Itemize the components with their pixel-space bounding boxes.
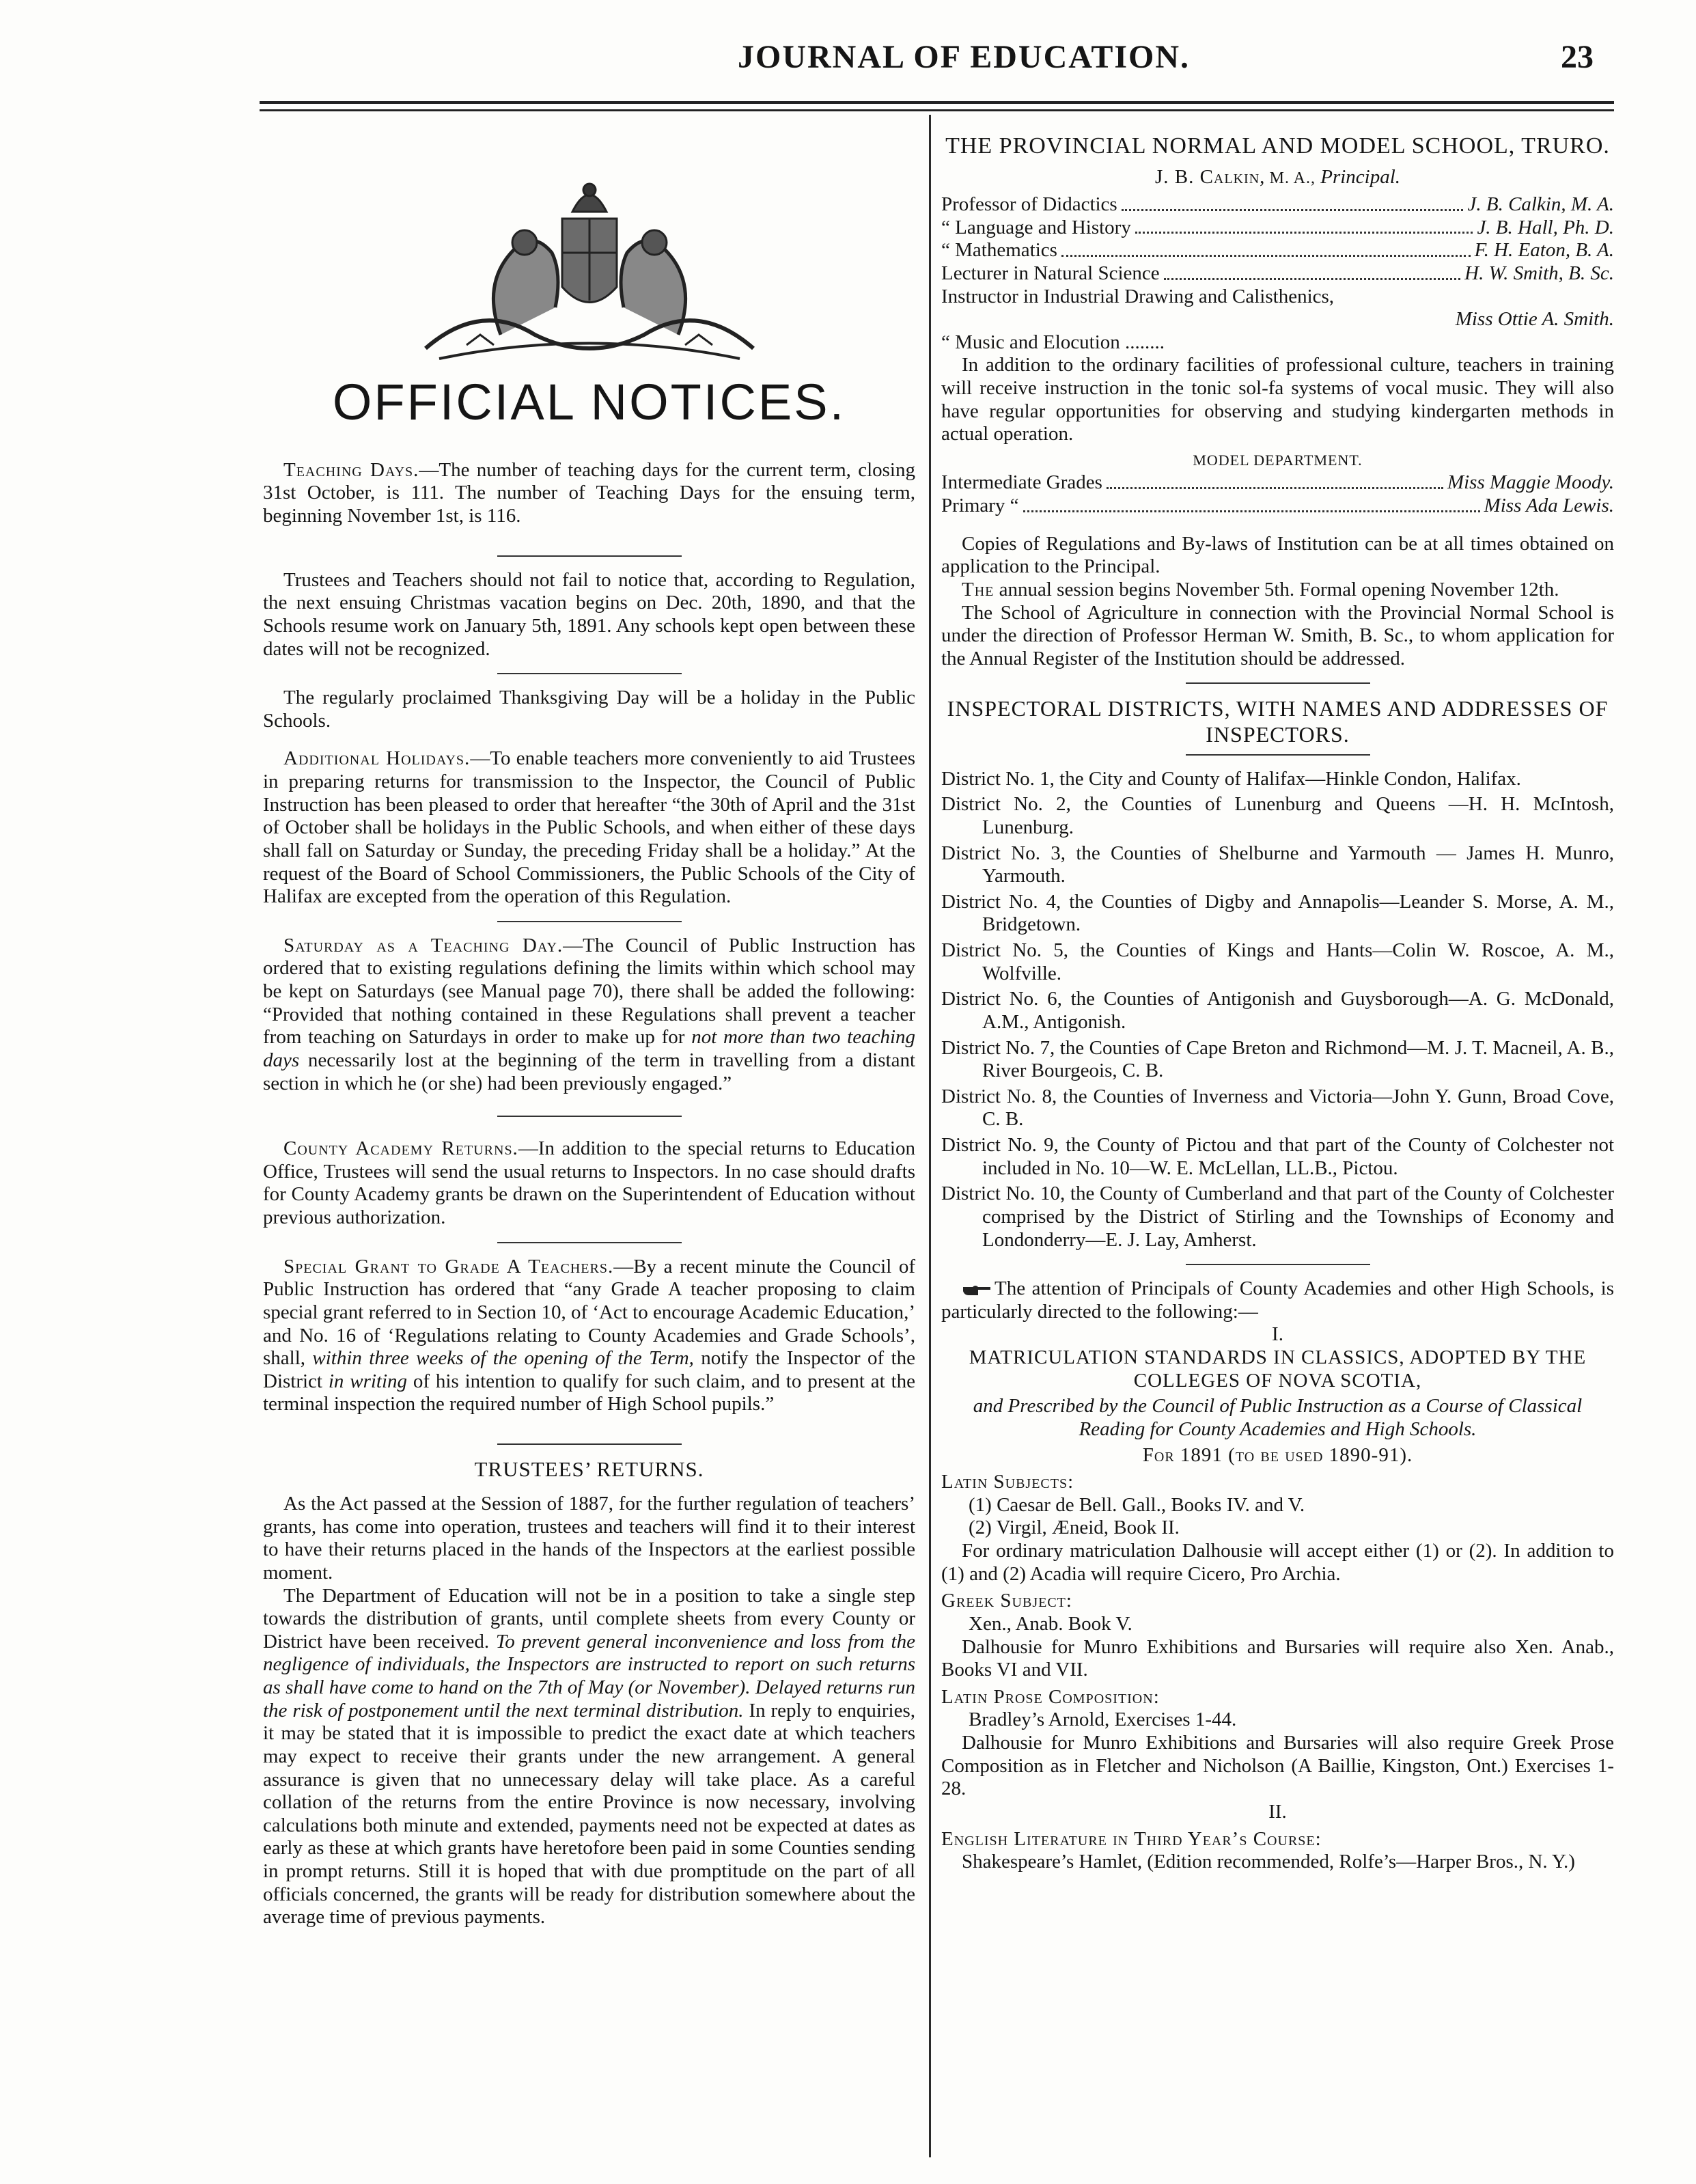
drawing-instructor-role: Instructor in Industrial Drawing and Calisthenics,	[941, 285, 1335, 307]
district-entry: District No. 6, the Counties of Antigonish and Guysborough—A. G. McDonald, A.M., Antigonish.	[941, 988, 1614, 1033]
latin-subjects-label: Latin Subjects:	[941, 1471, 1074, 1493]
separator-rule	[497, 1443, 682, 1445]
separator-rule	[497, 1116, 682, 1117]
district-entry: District No. 10, the County of Cumberland and that part of the County of Colchester comprised by the District of Stirling and the Townships of Economy and Londonderry—E. J. Lay, Amherst.	[941, 1183, 1614, 1251]
district-entry: District No. 7, the Counties of Cape Breton and Richmond—M. J. T. Macneil, A. B., River Bourgeois, C. B.	[941, 1036, 1614, 1082]
county-academy-returns-notice: County Academy Returns.—In addition to the special returns to Education Office, Trustees will send the usual returns to Inspectors. In no case should drafts for County Academy grants be drawn on the Superintendent of Education without previous authorization.	[263, 1137, 915, 1229]
matriculation-heading: MATRICULATION STANDARDS IN CLASSICS, ADOPTED BY THE COLLEGES OF NOVA SCOTIA,	[969, 1346, 1587, 1392]
for-year-line: For 1891 (to be used 1890-91).	[1142, 1443, 1413, 1466]
culture-paragraph: In addition to the ordinary facilities of professional culture, teachers in training will receive instruction in the tonic sol-fa systems of vocal music. They will also have regular opportunities for observing and studying kindergarten methods in actual operation.	[941, 354, 1614, 445]
drawing-instructor-name: Miss Ottie A. Smith.	[1455, 308, 1614, 331]
greek-subject-label: Greek Subject:	[941, 1590, 1072, 1612]
staff-list	[941, 193, 1614, 354]
inspectoral-districts-heading: INSPECTORAL DISTRICTS, WITH NAMES AND ADDRESSES OF INSPECTORS.	[947, 696, 1609, 747]
thanksgiving-notice: The regularly proclaimed Thanksgiving Day will be a holiday in the Public Schools.	[263, 687, 915, 732]
trustees-returns-heading: TRUSTEES’ RETURNS.	[474, 1457, 704, 1482]
greek-note: Dalhousie for Munro Exhibitions and Bursaries will require also Xen. Anab., Books VI and VII.	[941, 1635, 1614, 1681]
session-paragraph: The annual session begins November 5th. Formal opening November 12th.	[962, 578, 1559, 600]
staff-row: Professor of Didactics J. B. Calkin, M. A.	[941, 193, 1614, 216]
latin-item: (1) Caesar de Bell. Gall., Books IV. and V.	[969, 1493, 1305, 1516]
prose-note: Dalhousie for Munro Exhibitions and Bursaries will also require Greek Prose Composition as in Fletcher and Nicholson (A Baillie, Kingston, Ont.) Exercises 1-28.	[941, 1732, 1614, 1800]
english-item: Shakespeare’s Hamlet, (Edition recommended, Rolfe’s—Harper Bros., N. Y.)	[962, 1851, 1575, 1873]
teaching-days-notice: Teaching Days.—The number of teaching days for the current term, closing 31st October, is 111. The number of Teaching Days for the ensuing term, beginning November 1st, is 116.	[263, 458, 915, 527]
separator-rule	[1186, 1264, 1370, 1265]
page-number: 23	[1561, 39, 1594, 75]
music-instructor-role: “ Music and Elocution ........	[941, 331, 1165, 353]
column-divider	[929, 115, 931, 2157]
latin-prose-label: Latin Prose Composition:	[941, 1685, 1160, 1708]
left-column	[263, 130, 915, 1929]
district-entry: District No. 5, the Counties of Kings and Hants—Colin W. Roscoe, A. M., Wolfville.	[941, 939, 1614, 984]
pointing-hand-icon	[962, 1283, 992, 1298]
special-grant-notice: Special Grant to Grade A Teachers.—By a recent minute the Council of Public Instruction has ordered that “any Grade A teacher proposing to claim special grant referred to in Section 10, of ‘Act to encourage Academic Education,’ and No. 16 of ‘Regulations relating to County Academies and Grade Schools’, shall, within three weeks of the opening of the Term, notify the Inspector of the District in writing of his intention to qualify for such claim, and to present at the terminal inspection the required number of High School pupils.”	[263, 1255, 916, 1415]
english-literature-label: English Literature in Third Year’s Course:	[941, 1827, 1322, 1850]
copies-paragraph: Copies of Regulations and By-laws of Institution can be at all times obtained on application to the Principal.	[941, 532, 1614, 578]
separator-rule	[497, 1242, 682, 1243]
header-rule-thick	[260, 101, 1614, 104]
district-entry: District No. 3, the Counties of Shelburne and Yarmouth — James H. Munro, Yarmouth.	[941, 842, 1614, 887]
district-entry: District No. 8, the Counties of Inverness and Victoria—John Y. Gunn, Broad Cove, C. B.	[941, 1085, 1614, 1131]
christmas-vacation-notice: Trustees and Teachers should not fail to notice that, according to Regulation, the next ensuing Christmas vacation begins on Dec. 20th, 1890, and that the Schools resume work on January 5th, 1891. Any schools kept open between these dates will not be recognized.	[263, 568, 915, 660]
district-entry: District No. 2, the Counties of Lunenburg and Queens —H. H. McIntosh, Lunenburg.	[941, 793, 1614, 838]
roman-numeral-two: II.	[1268, 1800, 1287, 1823]
additional-holidays-notice: Additional Holidays.—To enable teachers more conveniently to aid Trustees in preparing returns for transmission to the Inspector, the Council of Public Instruction has been pleased to order that hereafter “the 30th of April and the 31st of October shall be holidays in the Public Schools, and when either of these days shall fall on Saturday or Sunday, the preceding Friday shall be a holiday.” At the request of the Board of School Commissioners, the Public Schools of the City of Halifax are excepted from the operation of this Regulation.	[263, 747, 916, 908]
separator-rule	[1186, 682, 1370, 684]
staff-row: “ Language and History J. B. Hall, Ph. D.	[941, 216, 1614, 238]
district-entry: District No. 1, the City and County of Halifax—Hinkle Condon, Halifax.	[941, 767, 1521, 790]
running-head	[260, 38, 1594, 86]
greek-item: Xen., Anab. Book V.	[969, 1612, 1132, 1635]
prose-item: Bradley’s Arnold, Exercises 1-44.	[969, 1709, 1237, 1731]
official-notices-title: OFFICIAL NOTICES.	[332, 374, 846, 430]
staff-row: Lecturer in Natural Science H. W. Smith, B. Sc.	[941, 262, 1614, 284]
header-rule-thin	[260, 109, 1614, 111]
model-staff-row: Primary “ Miss Ada Lewis.	[941, 495, 1614, 517]
staff-row: “ Mathematics F. H. Eaton, B. A.	[941, 239, 1614, 262]
roman-numeral-one: I.	[1272, 1323, 1283, 1346]
saturday-teaching-notice: Saturday as a Teaching Day.—The Council of Public Instruction has ordered that to existing regulations defining the limits within which school may be kept on Saturdays (see Manual page 70), there shall be added the following: “Provided that nothing contained in these Regulations shall prevent a teacher from teaching on Saturdays in order to make up for not more than two teaching days necessarily lost at the beginning of the term in travelling from a distant section in which he (or she) had been previously engaged.”	[263, 934, 915, 1094]
agriculture-paragraph: The School of Agriculture in connection with the Provincial Normal School is under the direction of Professor Herman W. Smith, B. Sc., to whom application for the Annual Register of the Institution should be addressed.	[941, 601, 1614, 669]
separator-rule	[497, 921, 682, 922]
model-department-heading: MODEL DEPARTMENT.	[1193, 451, 1363, 469]
separator-rule	[1186, 754, 1370, 756]
trustees-returns-paragraph: The Department of Education will not be in a position to take a single step towards the distribution of grants, until complete sheets from every County or District have been received. To prevent general inconvenience and loss from the negligence of individuals, the Inspectors are instructed to report on such returns as shall have come to hand on the 7th of May (or November). Delayed returns run the risk of postponement until the next terminal distribution. In reply to enquiries, it may be stated that it is impossible to predict the exact date at which teachers may expect to receive their grants under the new arrangement. A general assurance is given that no unnecessary delay will take place. As a careful collation of the returns from the entire Province is now necessary, involving calculations both minute and extended, payments need not be expected at dates as early as these at which grants have heretofore been paid in some Counties sending in prompt returns. Still it is hoped that with due promptitude on the part of all officials concerned, the grants will be ready for distribution somewhere about the average time of previous payments.	[263, 1584, 915, 1929]
district-list	[941, 768, 1614, 1252]
model-staff-row: Intermediate Grades Miss Maggie Moody.	[941, 471, 1614, 494]
right-column	[941, 130, 1614, 1874]
journal-title: JOURNAL OF EDUCATION.	[738, 39, 1191, 75]
normal-school-heading: THE PROVINCIAL NORMAL AND MODEL SCHOOL, TRURO.	[945, 133, 1610, 158]
separator-rule	[497, 555, 682, 557]
latin-item: (2) Virgil, Æneid, Book II.	[969, 1517, 1180, 1539]
matriculation-subheading: and Prescribed by the Council of Public Instruction as a Course of Classical Reading for County Academies and High Schools.	[973, 1395, 1583, 1440]
latin-note: For ordinary matriculation Dalhousie will accept either (1) or (2). In addition to (1) and (2) Acadia will require Cicero, Pro Archia.	[941, 1540, 1614, 1585]
attention-paragraph: The attention of Principals of County Academies and other High Schools, is particularly directed to the following:—	[941, 1277, 1614, 1323]
royal-coat-of-arms-icon	[398, 171, 781, 369]
district-entry: District No. 4, the Counties of Digby and Annapolis—Leander S. Morse, A. M., Bridgetown.	[941, 890, 1614, 936]
trustees-returns-paragraph: As the Act passed at the Session of 1887, for the further regulation of teachers’ grants, has come into operation, trustees and teachers will find it to their interest to have their returns placed in the hands of the Inspectors at the earliest possible moment.	[263, 1493, 915, 1584]
separator-rule	[497, 673, 682, 674]
district-entry: District No. 9, the County of Pictou and that part of the County of Colchester not included in No. 10—W. E. McLellan, LL.B., Pictou.	[941, 1134, 1614, 1179]
principal-line: J. B. Calkin, M. A., Principal.	[1154, 166, 1401, 189]
